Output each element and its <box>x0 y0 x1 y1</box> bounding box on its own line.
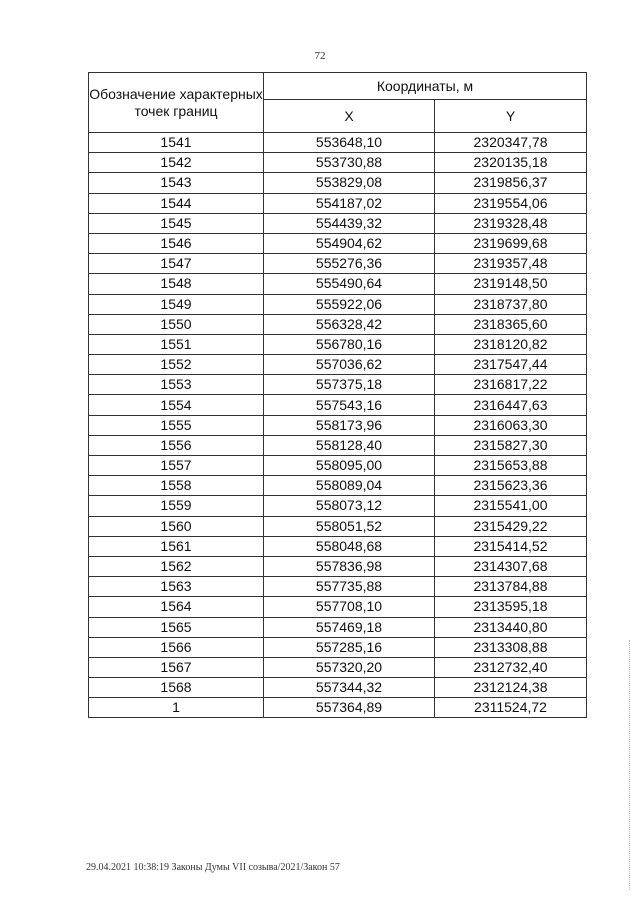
y-cell: 2319148,50 <box>435 274 587 294</box>
x-cell: 556780,16 <box>264 334 435 354</box>
table-row <box>89 355 587 375</box>
y-cell: 2313308,88 <box>435 637 587 657</box>
y-cell: 2319328,48 <box>435 213 587 233</box>
y-cell: 2315623,36 <box>435 476 587 496</box>
y-cell: 2313440,80 <box>435 617 587 637</box>
point-cell: 1551 <box>89 334 264 354</box>
table-row <box>89 395 587 415</box>
x-cell: 554187,02 <box>264 193 435 213</box>
x-cell: 556328,42 <box>264 314 435 334</box>
x-cell: 557543,16 <box>264 395 435 415</box>
x-cell: 558073,12 <box>264 496 435 516</box>
point-cell: 1542 <box>89 153 264 173</box>
point-cell: 1566 <box>89 637 264 657</box>
table-row <box>89 496 587 516</box>
y-cell: 2313595,18 <box>435 597 587 617</box>
table-row <box>89 476 587 496</box>
point-cell: 1557 <box>89 456 264 476</box>
coordinates-header: Координаты, м <box>264 73 587 100</box>
table-row <box>89 657 587 677</box>
point-cell: 1558 <box>89 476 264 496</box>
x-cell: 557036,62 <box>264 355 435 375</box>
table-row <box>89 678 587 698</box>
y-cell: 2317547,44 <box>435 355 587 375</box>
y-cell: 2315429,22 <box>435 516 587 536</box>
x-cell: 558173,96 <box>264 415 435 435</box>
y-cell: 2319699,68 <box>435 233 587 253</box>
point-cell: 1560 <box>89 516 264 536</box>
y-cell: 2316447,63 <box>435 395 587 415</box>
point-cell: 1559 <box>89 496 264 516</box>
point-cell: 1554 <box>89 395 264 415</box>
y-cell: 2315827,30 <box>435 435 587 455</box>
y-cell: 2318737,80 <box>435 294 587 314</box>
x-cell: 555276,36 <box>264 254 435 274</box>
y-cell: 2318120,82 <box>435 334 587 354</box>
point-cell: 1556 <box>89 435 264 455</box>
x-cell: 555490,64 <box>264 274 435 294</box>
point-cell: 1541 <box>89 133 264 153</box>
table-body <box>89 133 587 718</box>
y-header: Y <box>435 100 587 133</box>
x-cell: 554904,62 <box>264 233 435 253</box>
y-cell: 2312732,40 <box>435 657 587 677</box>
y-cell: 2319357,48 <box>435 254 587 274</box>
table-row <box>89 435 587 455</box>
x-cell: 553648,10 <box>264 133 435 153</box>
table-row <box>89 698 587 718</box>
x-cell: 557735,88 <box>264 577 435 597</box>
point-cell: 1543 <box>89 173 264 193</box>
y-cell: 2313784,88 <box>435 577 587 597</box>
x-cell: 554439,32 <box>264 213 435 233</box>
point-cell: 1550 <box>89 314 264 334</box>
x-cell: 557344,32 <box>264 678 435 698</box>
table-row <box>89 274 587 294</box>
point-cell: 1562 <box>89 556 264 576</box>
footer-stamp: 29.04.2021 10:38:19 Законы Думы VII созыва/2021/Закон 57 <box>86 862 340 873</box>
table-row <box>89 254 587 274</box>
y-cell: 2316817,22 <box>435 375 587 395</box>
point-cell: 1549 <box>89 294 264 314</box>
table-row <box>89 314 587 334</box>
point-cell: 1548 <box>89 274 264 294</box>
table-row <box>89 577 587 597</box>
table-row <box>89 597 587 617</box>
x-cell: 557364,89 <box>264 698 435 718</box>
y-cell: 2319856,37 <box>435 173 587 193</box>
table-row <box>89 334 587 354</box>
table-row <box>89 415 587 435</box>
y-cell: 2315414,52 <box>435 536 587 556</box>
table-row <box>89 233 587 253</box>
y-cell: 2315541,00 <box>435 496 587 516</box>
x-cell: 557285,16 <box>264 637 435 657</box>
margin-marks <box>629 640 634 890</box>
point-cell: 1553 <box>89 375 264 395</box>
point-cell: 1561 <box>89 536 264 556</box>
x-cell: 557375,18 <box>264 375 435 395</box>
x-cell: 553829,08 <box>264 173 435 193</box>
x-cell: 553730,88 <box>264 153 435 173</box>
point-cell: 1546 <box>89 233 264 253</box>
y-cell: 2312124,38 <box>435 678 587 698</box>
table-row <box>89 294 587 314</box>
point-cell: 1568 <box>89 678 264 698</box>
y-cell: 2320135,18 <box>435 153 587 173</box>
x-header: X <box>264 100 435 133</box>
table-row <box>89 556 587 576</box>
point-cell: 1567 <box>89 657 264 677</box>
x-cell: 557836,98 <box>264 556 435 576</box>
point-cell: 1565 <box>89 617 264 637</box>
x-cell: 558128,40 <box>264 435 435 455</box>
y-cell: 2316063,30 <box>435 415 587 435</box>
x-cell: 557708,10 <box>264 597 435 617</box>
x-cell: 558089,04 <box>264 476 435 496</box>
x-cell: 558095,00 <box>264 456 435 476</box>
table-row <box>89 617 587 637</box>
y-cell: 2320347,78 <box>435 133 587 153</box>
y-cell: 2318365,60 <box>435 314 587 334</box>
table-row <box>89 456 587 476</box>
y-cell: 2315653,88 <box>435 456 587 476</box>
table-row <box>89 516 587 536</box>
y-cell: 2314307,68 <box>435 556 587 576</box>
table-row <box>89 536 587 556</box>
point-cell: 1564 <box>89 597 264 617</box>
table-row <box>89 637 587 657</box>
x-cell: 557469,18 <box>264 617 435 637</box>
table-row <box>89 375 587 395</box>
page-number: 72 <box>314 50 326 62</box>
designation-header: Обозначение характерных точек границ <box>89 73 264 133</box>
point-cell: 1544 <box>89 193 264 213</box>
table-row <box>89 173 587 193</box>
x-cell: 555922,06 <box>264 294 435 314</box>
table-row <box>89 193 587 213</box>
x-cell: 558048,68 <box>264 536 435 556</box>
point-cell: 1545 <box>89 213 264 233</box>
point-cell: 1 <box>89 698 264 718</box>
coordinates-table <box>88 72 587 718</box>
point-cell: 1547 <box>89 254 264 274</box>
y-cell: 2311524,72 <box>435 698 587 718</box>
point-cell: 1555 <box>89 415 264 435</box>
table-row <box>89 213 587 233</box>
point-cell: 1563 <box>89 577 264 597</box>
table-row <box>89 133 587 153</box>
x-cell: 557320,20 <box>264 657 435 677</box>
y-cell: 2319554,06 <box>435 193 587 213</box>
table-row <box>89 153 587 173</box>
point-cell: 1552 <box>89 355 264 375</box>
x-cell: 558051,52 <box>264 516 435 536</box>
